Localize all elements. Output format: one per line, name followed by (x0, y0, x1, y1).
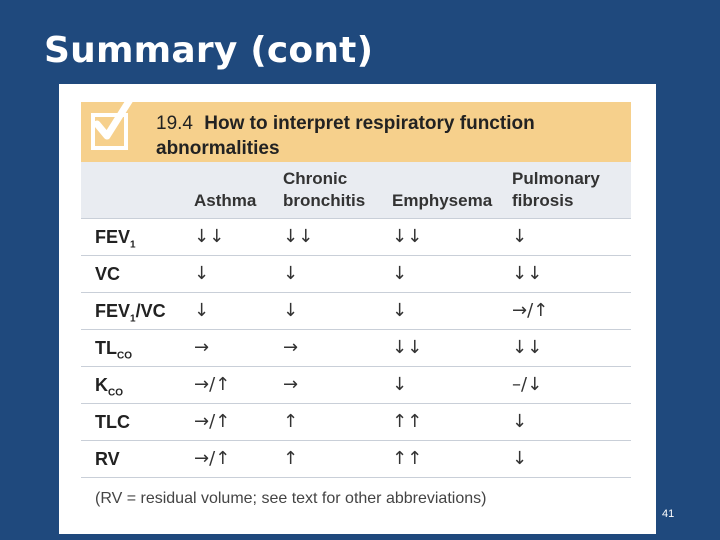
cell-asthma: ↓ (194, 263, 210, 284)
cell-pulmonary-fibrosis: ↓ (512, 411, 528, 432)
cell-asthma: ↓↓ (194, 226, 225, 247)
row-label-sub: CO (108, 387, 123, 399)
row-label (95, 412, 130, 436)
figure-number: 19.4 (156, 113, 193, 134)
figure-table (59, 84, 656, 534)
column-header-line2: Emphysema (392, 191, 493, 210)
column-header-line1 (392, 168, 492, 190)
cell-emphysema: ↓ (392, 263, 408, 284)
row-label (95, 449, 120, 473)
cell-chronic-bronchitis: ↓↓ (283, 226, 314, 247)
column-header-emphysema (392, 168, 492, 212)
column-header-line2: Asthma (194, 191, 257, 210)
column-header-line2: bronchitis (283, 191, 366, 210)
cell-chronic-bronchitis: ↓ (283, 300, 299, 321)
cell-chronic-bronchitis: ↑ (283, 448, 299, 469)
table-row-vc (81, 256, 631, 293)
row-label (95, 301, 166, 325)
cell-chronic-bronchitis: → (283, 374, 299, 395)
row-label-main: TL (95, 338, 117, 358)
checkmark-icon (83, 90, 143, 150)
row-label-suffix: /VC (135, 301, 166, 321)
cell-asthma: →/↑ (194, 374, 231, 395)
cell-pulmonary-fibrosis: ↓↓ (512, 263, 543, 284)
cell-pulmonary-fibrosis: →/↑ (512, 300, 549, 321)
cell-chronic-bronchitis: ↑ (283, 411, 299, 432)
row-label-main: K (95, 375, 108, 395)
cell-pulmonary-fibrosis: ↓↓ (512, 337, 543, 358)
slide-title: Summary (cont) (44, 30, 374, 71)
column-header-line1 (194, 168, 256, 190)
row-label (95, 375, 123, 399)
row-label-main: FEV (95, 301, 131, 321)
cell-asthma: →/↑ (194, 448, 231, 469)
table-row-tlco (81, 330, 631, 367)
column-header-line2: fibrosis (512, 191, 574, 210)
row-label-sub: 1 (130, 239, 136, 251)
cell-emphysema: ↑↑ (392, 448, 423, 469)
table-row-tlc (81, 404, 631, 441)
row-label-sub: 1 (130, 313, 136, 325)
table-row-fev1 (81, 219, 631, 256)
cell-emphysema: ↓ (392, 374, 408, 395)
cell-pulmonary-fibrosis: ↓ (512, 226, 528, 247)
cell-asthma: ↓ (194, 300, 210, 321)
figure-title-text: How to interpret respiratory function abnormalities (156, 113, 535, 159)
row-label-main: VC (95, 264, 121, 284)
column-header-row (81, 162, 631, 219)
cell-emphysema: ↓ (392, 300, 408, 321)
table-row-fev1-vc (81, 293, 631, 330)
column-header-asthma (194, 168, 256, 212)
cell-emphysema: ↑↑ (392, 411, 423, 432)
cell-emphysema: ↓↓ (392, 226, 423, 247)
table-row-rv (81, 441, 631, 478)
cell-chronic-bronchitis: → (283, 337, 299, 358)
slide-number: 41 (662, 508, 675, 520)
column-header-pulmonary-fibrosis (512, 168, 600, 212)
row-label-main: RV (95, 449, 120, 469)
row-label-main: TLC (95, 412, 130, 432)
cell-pulmonary-fibrosis: –/↓ (512, 374, 543, 395)
column-header-line1: Pulmonary (512, 169, 600, 188)
column-header-chronic-bronchitis (283, 168, 365, 212)
table-row-kco (81, 367, 631, 404)
cell-emphysema: ↓↓ (392, 337, 423, 358)
row-label (95, 338, 132, 362)
row-label-main: FEV (95, 227, 131, 247)
row-label (95, 227, 136, 251)
cell-pulmonary-fibrosis: ↓ (512, 448, 528, 469)
cell-chronic-bronchitis: ↓ (283, 263, 299, 284)
row-label-sub: CO (117, 350, 132, 362)
column-header-line1: Chronic (283, 169, 348, 188)
row-label (95, 264, 120, 288)
table-footnote: (RV = residual volume; see text for other abbreviations) (95, 490, 487, 507)
figure-header (81, 102, 631, 162)
cell-asthma: →/↑ (194, 411, 231, 432)
figure-title (156, 111, 616, 161)
cell-asthma: → (194, 337, 210, 358)
